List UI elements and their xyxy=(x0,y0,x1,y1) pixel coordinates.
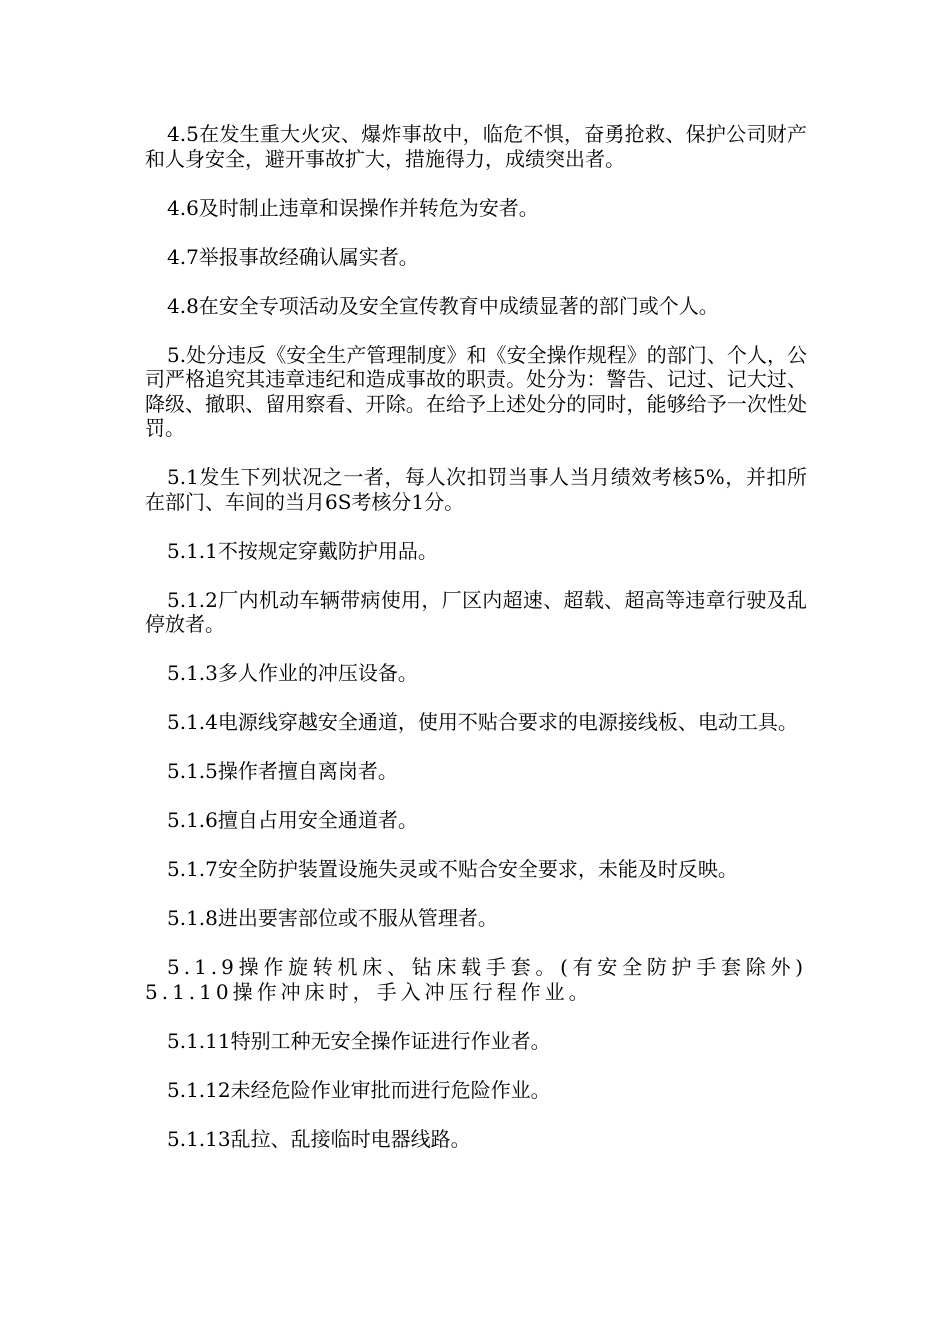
paragraph-5-1-9: 5.1.9操作旋转机床、钻床载手套。(有安全防护手套除外)5.1.10操作冲床时，手入冲压行程作业。 xyxy=(145,955,807,1004)
paragraph-5-1: 5.1发生下列状况之一者，每人次扣罚当事人当月绩效考核5%，并扣所在部门、车间的当月6S考核分1分。 xyxy=(145,465,807,514)
paragraph-4-6: 4.6及时制止违章和误操作并转危为安者。 xyxy=(167,195,539,220)
paragraph-5-1-7: 5.1.7安全防护装置设施失灵或不贴合安全要求，未能及时反映。 xyxy=(167,857,738,881)
document-body xyxy=(145,122,807,1176)
paragraph-5-1-6: 5.1.6擅自占用安全通道者。 xyxy=(167,808,418,832)
paragraph-5-1-11: 5.1.11特别工种无安全操作证进行作业者。 xyxy=(167,1028,551,1053)
paragraph-5-1-13: 5.1.13乱拉、乱接临时电器线路。 xyxy=(167,1126,471,1151)
paragraph-5-1-8: 5.1.8进出要害部位或不服从管理者。 xyxy=(167,906,498,930)
paragraph-4-5: 4.5在发生重大火灾、爆炸事故中，临危不惧，奋勇抢救、保护公司财产和人身安全，避开事故扩大，措施得力，成绩突出者。 xyxy=(145,122,807,171)
paragraph-5: 5.处分违反《安全生产管理制度》和《安全操作规程》的部门、个人，公司严格追究其违章违纪和造成事故的职责。处分为：警告、记过、记大过、降级、撤职、留用察看、开除。在给予上述处分的同时，能够给予一次性处罚。 xyxy=(145,342,807,440)
paragraph-4-7: 4.7举报事故经确认属实者。 xyxy=(167,244,419,269)
paragraph-5-1-12: 5.1.12未经危险作业审批而进行危险作业。 xyxy=(167,1077,551,1102)
paragraph-5-1-2: 5.1.2厂内机动车辆带病使用，厂区内超速、超载、超高等违章行驶及乱停放者。 xyxy=(145,587,807,636)
paragraph-5-1-4: 5.1.4电源线穿越安全通道，使用不贴合要求的电源接线板、电动工具。 xyxy=(167,710,798,734)
paragraph-5-1-5: 5.1.5操作者擅自离岗者。 xyxy=(167,759,398,783)
paragraph-4-8: 4.8在安全专项活动及安全宣传教育中成绩显著的部门或个人。 xyxy=(167,293,719,318)
paragraph-5-1-1: 5.1.1不按规定穿戴防护用品。 xyxy=(167,538,438,563)
paragraph-5-1-3: 5.1.3多人作业的冲压设备。 xyxy=(167,661,418,685)
